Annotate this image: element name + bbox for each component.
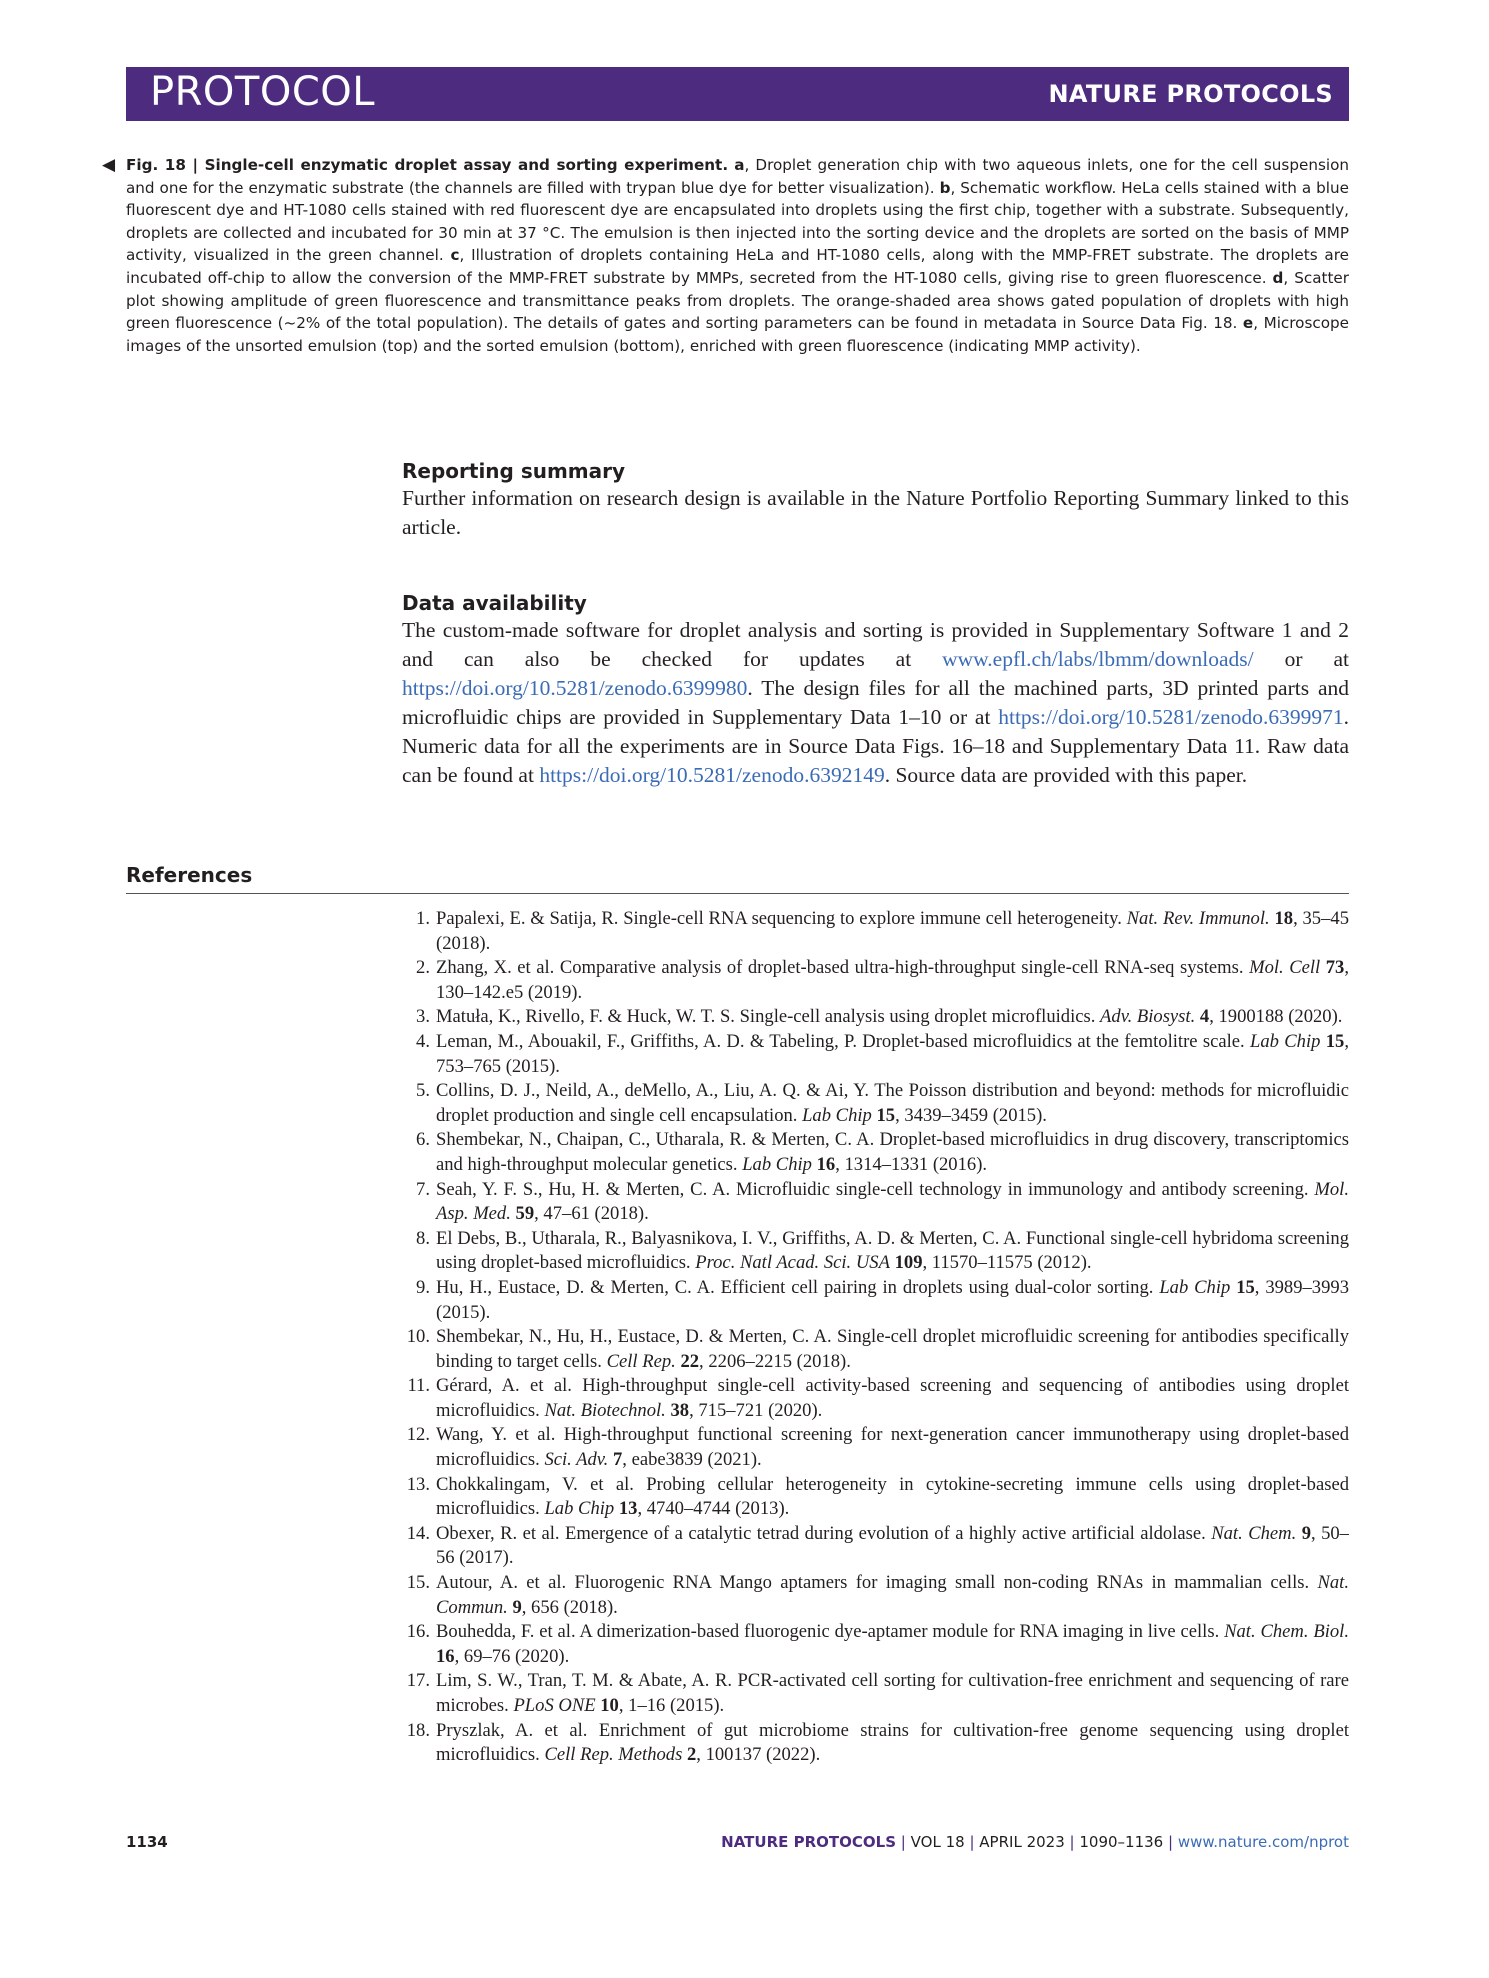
reference-item	[402, 1423, 1349, 1472]
reference-text: Matuła, K., Rivello, F. & Huck, W. T. S. Single-cell analysis using droplet microfluidics.	[436, 1006, 1101, 1028]
footer-volume: VOL 18	[910, 1833, 965, 1851]
data-availability-text	[402, 616, 1349, 790]
text-span: or at	[1253, 647, 1349, 671]
reference-item	[402, 1128, 1349, 1177]
reference-volume: 7	[612, 1449, 623, 1471]
page-number: 1134	[126, 1833, 168, 1851]
figure-label: Fig. 18 | Single-cell enzymatic droplet assay and sorting experiment.	[126, 156, 729, 174]
reference-volume: 15	[1325, 1030, 1345, 1052]
reference-journal: Proc. Natl Acad. Sci. USA	[695, 1252, 890, 1274]
reference-text: Bouhedda, F. et al. A dimerization-based fluorogenic dye-aptamer module for RNA imaging in live cells.	[436, 1621, 1225, 1643]
reference-journal: Nat. Biotechnol.	[544, 1399, 666, 1421]
data-availability-heading: Data availability	[402, 591, 587, 615]
panel-a-text: , Droplet generation chip with two aqueous inlets, one for the cell suspension and one for the enzymatic substrate (the channels are filled with trypan blue dye for better visualization).	[126, 156, 1349, 197]
reference-text: Lim, S. W., Tran, T. M. & Abate, A. R. PCR-activated cell sorting for cultivation-free enrichment and sequencing of rare microbes.	[436, 1670, 1349, 1716]
reference-text: Seah, Y. F. S., Hu, H. & Merten, C. A. Microfluidic single-cell technology in immunology and antibody screening.	[436, 1178, 1315, 1200]
reference-text: Papalexi, E. & Satija, R. Single-cell RNA sequencing to explore immune cell heterogeneity.	[436, 908, 1127, 929]
reference-volume: 22	[680, 1350, 700, 1372]
reference-journal: Cell Rep.	[606, 1350, 676, 1372]
reporting-summary-section	[402, 458, 1349, 542]
reference-pages: , eabe3839 (2021).	[622, 1449, 762, 1471]
reference-journal: Nat. Chem. Biol.	[1224, 1621, 1349, 1643]
reference-text: Leman, M., Abouakil, F., Griffiths, A. D. & Tabeling, P. Droplet-based microfluidics at the femtolitre scale.	[436, 1030, 1250, 1052]
reference-volume: 13	[618, 1498, 638, 1520]
reference-item	[402, 1005, 1349, 1030]
reference-journal: Nat. Rev. Immunol.	[1126, 908, 1270, 929]
reference-text: Shembekar, N., Hu, H., Eustace, D. & Merten, C. A. Single-cell droplet microfluidic screening for antibodies specifically binding to target cells.	[436, 1326, 1349, 1372]
text-span: . Numeric data for all the experiments are in Source Data Figs. 16–18 and Supplementary Data 11. Raw data can be found at	[402, 705, 1349, 787]
reference-volume: 18	[1274, 908, 1294, 929]
reference-pages: , 2206–2215 (2018).	[699, 1350, 851, 1372]
zenodo-raw-data-link[interactable]: https://doi.org/10.5281/zenodo.6392149	[539, 763, 885, 787]
panel-b-label: b	[939, 178, 951, 197]
reference-text: Chokkalingam, V. et al. Probing cellular heterogeneity in cytokine-secreting immune cells using droplet-based microfluidics.	[436, 1473, 1349, 1520]
reference-journal: Nat. Chem.	[1211, 1522, 1297, 1544]
reference-journal: Lab Chip	[1159, 1276, 1231, 1298]
reference-pages: , 11570–11575 (2012).	[922, 1252, 1092, 1274]
reference-item	[402, 1325, 1349, 1374]
reference-text: Autour, A. et al. Fluorogenic RNA Mango aptamers for imaging small non-coding RNAs in mammalian cells.	[436, 1572, 1318, 1594]
section-type-label: PROTOCOL	[150, 69, 376, 115]
reference-text: Wang, Y. et al. High-throughput functional screening for next-generation cancer immunotherapy using droplet-based microfluidics.	[436, 1424, 1349, 1471]
footer-url-link[interactable]: www.nature.com/nprot	[1177, 1833, 1349, 1851]
footer-date: APRIL 2023	[979, 1833, 1065, 1851]
reference-number: 4.	[416, 1030, 430, 1052]
reference-journal: Cell Rep. Methods	[544, 1744, 683, 1766]
zenodo-design-files-link[interactable]: https://doi.org/10.5281/zenodo.6399971	[998, 705, 1344, 729]
reference-text: Zhang, X. et al. Comparative analysis of droplet-based ultra-high-throughput single-cell RNA-seq systems.	[436, 957, 1250, 979]
panel-a-label: a	[734, 156, 745, 174]
reference-number: 7.	[416, 1178, 430, 1200]
reference-volume: 10	[600, 1695, 619, 1716]
reference-pages: , 3989–3993 (2015).	[436, 1276, 1349, 1323]
reference-number: 3.	[416, 1006, 430, 1028]
reference-pages: , 1314–1331 (2016).	[835, 1153, 988, 1175]
reference-journal: Sci. Adv.	[544, 1449, 609, 1471]
header-bar	[126, 67, 1349, 121]
references-list	[402, 907, 1349, 1768]
reference-journal: Lab Chip	[1249, 1030, 1321, 1052]
panel-e-label: e	[1242, 314, 1254, 333]
reference-number: 14.	[406, 1522, 430, 1544]
references-heading: References	[126, 863, 1349, 894]
text-span: . Source data are provided with this paper.	[884, 763, 1248, 787]
reference-text: Hu, H., Eustace, D. & Merten, C. A. Efficient cell pairing in droplets using dual-color sorting.	[436, 1276, 1160, 1298]
reference-item	[402, 1178, 1349, 1227]
reference-number: 9.	[416, 1276, 430, 1298]
reference-pages: , 3439–3459 (2015).	[895, 1104, 1047, 1126]
panel-e-text: , Microscope images of the unsorted emulsion (top) and the sorted emulsion (bottom), enriched with green fluorescence (indicating MMP activity).	[126, 314, 1350, 355]
reference-pages: , 130–142.e5 (2019).	[436, 957, 1349, 1003]
reference-item	[402, 907, 1349, 956]
reference-number: 13.	[406, 1473, 430, 1495]
reference-item	[402, 1719, 1349, 1768]
text-span: The custom-made software for droplet analysis and sorting is provided in Supplementary Software 1 and 2 and can also be checked for updates at	[402, 618, 1349, 671]
panel-d-label: d	[1272, 268, 1284, 287]
panel-d-text: , Scatter plot showing amplitude of green fluorescence and transmittance peaks from droplets. The orange-shaded area shows gated population of droplets with high green fluorescence (~2% of the total population). The details of gates and sorting parameters can be found in metadata in Source Data Fig. 18.	[126, 268, 1349, 333]
reference-item	[402, 1669, 1349, 1718]
text-span: . The design files for all the machined parts, 3D printed parts and microfluidic chips are provided in Supplementary Data 1–10 or at	[402, 676, 1349, 729]
reference-volume: 16	[436, 1645, 455, 1667]
reference-pages: , 35–45 (2018).	[436, 908, 1349, 954]
reference-number: 12.	[406, 1424, 430, 1446]
reference-number: 6.	[416, 1129, 430, 1151]
zenodo-software-link[interactable]: https://doi.org/10.5281/zenodo.6399980	[402, 676, 748, 700]
reference-item	[402, 1374, 1349, 1423]
reference-text: Obexer, R. et al. Emergence of a catalytic tetrad during evolution of a highly active artificial aldolase.	[436, 1522, 1212, 1544]
reference-number: 1.	[416, 908, 430, 929]
reference-number: 16.	[406, 1621, 430, 1643]
reference-item	[402, 1571, 1349, 1620]
reference-volume: 16	[816, 1153, 836, 1175]
reference-journal: Lab Chip	[544, 1498, 615, 1520]
reference-pages: , 1–16 (2015).	[618, 1695, 725, 1716]
lbmm-downloads-link[interactable]: www.epfl.ch/labs/lbmm/downloads/	[942, 647, 1254, 671]
reference-pages: , 50–56 (2017).	[436, 1522, 1349, 1569]
footer-citation: NATURE PROTOCOLS | VOL 18 | APRIL 2023 | 1090–1136 | www.nature.com/nprot	[721, 1833, 1349, 1851]
reference-number: 10.	[406, 1326, 430, 1348]
reference-pages: , 100137 (2022).	[696, 1744, 821, 1766]
reference-item	[402, 956, 1349, 1005]
reference-text: Gérard, A. et al. High-throughput single-cell activity-based screening and sequencing of antibodies using droplet microfluidics.	[436, 1375, 1349, 1421]
reference-volume: 109	[894, 1252, 923, 1274]
reference-pages: , 69–76 (2020).	[454, 1645, 570, 1667]
reference-pages: , 753–765 (2015).	[436, 1030, 1349, 1077]
reference-item	[402, 1473, 1349, 1522]
caret-left-icon: ◀	[102, 155, 116, 175]
reference-journal: PLoS ONE	[513, 1695, 596, 1716]
reference-item	[402, 1620, 1349, 1669]
reference-journal: Nat. Commun.	[436, 1572, 1349, 1618]
reference-pages: , 656 (2018).	[521, 1596, 618, 1618]
reference-volume: 73	[1325, 957, 1345, 979]
reference-volume: 9	[512, 1596, 522, 1618]
reference-volume: 9	[1301, 1522, 1311, 1544]
reporting-summary-heading: Reporting summary	[402, 459, 626, 483]
reference-volume: 4	[1199, 1006, 1210, 1028]
footer-pages: 1090–1136	[1079, 1833, 1164, 1851]
reference-item	[402, 1030, 1349, 1079]
reference-number: 18.	[406, 1719, 430, 1741]
reference-number: 5.	[416, 1080, 430, 1102]
reference-volume: 15	[876, 1104, 896, 1126]
reference-number: 2.	[416, 957, 430, 979]
reference-item	[402, 1079, 1349, 1128]
reference-journal: Mol. Cell	[1249, 957, 1321, 979]
reference-item	[402, 1522, 1349, 1571]
reference-volume: 15	[1236, 1276, 1255, 1298]
figure-caption	[102, 154, 1350, 357]
reference-volume: 38	[670, 1399, 690, 1421]
reference-pages: , 47–61 (2018).	[534, 1203, 649, 1225]
reference-number: 15.	[406, 1572, 430, 1594]
reference-pages: , 715–721 (2020).	[689, 1399, 823, 1421]
reference-volume: 59	[515, 1203, 535, 1225]
reference-number: 11.	[407, 1375, 430, 1397]
reference-journal: Lab Chip	[802, 1104, 872, 1126]
reference-volume: 2	[686, 1744, 697, 1766]
reference-text: Collins, D. J., Neild, A., deMello, A., Liu, A. Q. & Ai, Y. The Poisson distribution and beyond: methods for microfluidic droplet production and single cell encapsulation.	[436, 1080, 1349, 1126]
reference-text: Shembekar, N., Chaipan, C., Utharala, R. & Merten, C. A. Droplet-based microfluidics in drug discovery, transcriptomics and high-throughput molecular genetics.	[436, 1129, 1349, 1175]
reference-journal: Adv. Biosyst.	[1100, 1006, 1196, 1028]
reference-number: 8.	[416, 1227, 430, 1249]
footer-journal: NATURE PROTOCOLS	[721, 1833, 897, 1851]
reference-item	[402, 1227, 1349, 1276]
reference-number: 17.	[406, 1670, 430, 1692]
data-availability-section	[402, 590, 1349, 790]
reference-pages: , 1900188 (2020).	[1209, 1006, 1343, 1028]
reporting-summary-text: Further information on research design is available in the Nature Portfolio Reporting Summary linked to this article.	[402, 486, 1349, 539]
reference-journal: Mol. Asp. Med.	[436, 1178, 1349, 1225]
reference-text: El Debs, B., Utharala, R., Balyasnikova, I. V., Griffiths, A. D. & Merten, C. A. Functional single-cell hybridoma screening using droplet-based microfluidics.	[436, 1227, 1349, 1274]
reference-item	[402, 1276, 1349, 1325]
reference-text: Pryszlak, A. et al. Enrichment of gut microbiome strains for cultivation-free genome sequencing using droplet microfluidics.	[436, 1719, 1349, 1766]
reference-journal: Lab Chip	[742, 1153, 812, 1175]
panel-c-label: c	[450, 246, 460, 265]
panel-c-text: , Illustration of droplets containing HeLa and HT-1080 cells, along with the MMP-FRET substrate. The droplets are incubated off-chip to allow the conversion of the MMP-FRET substrate by MMPs, secreted from the HT-1080 cells, giving rise to green fluorescence.	[126, 246, 1349, 287]
journal-name: NATURE PROTOCOLS	[1048, 80, 1333, 108]
reference-pages: , 4740–4744 (2013).	[637, 1498, 790, 1520]
panel-b-text: , Schematic workflow. HeLa cells stained with a blue fluorescent dye and HT-1080 cells stained with red fluorescent dye are encapsulated into droplets using the first chip, together with a substrate. Subsequently, droplets are collected and incubated for 30 min at 37 °C. The emulsion is then injected into the sorting device and the droplets are sorted on the basis of MMP activity, visualized in the green channel.	[126, 178, 1349, 265]
